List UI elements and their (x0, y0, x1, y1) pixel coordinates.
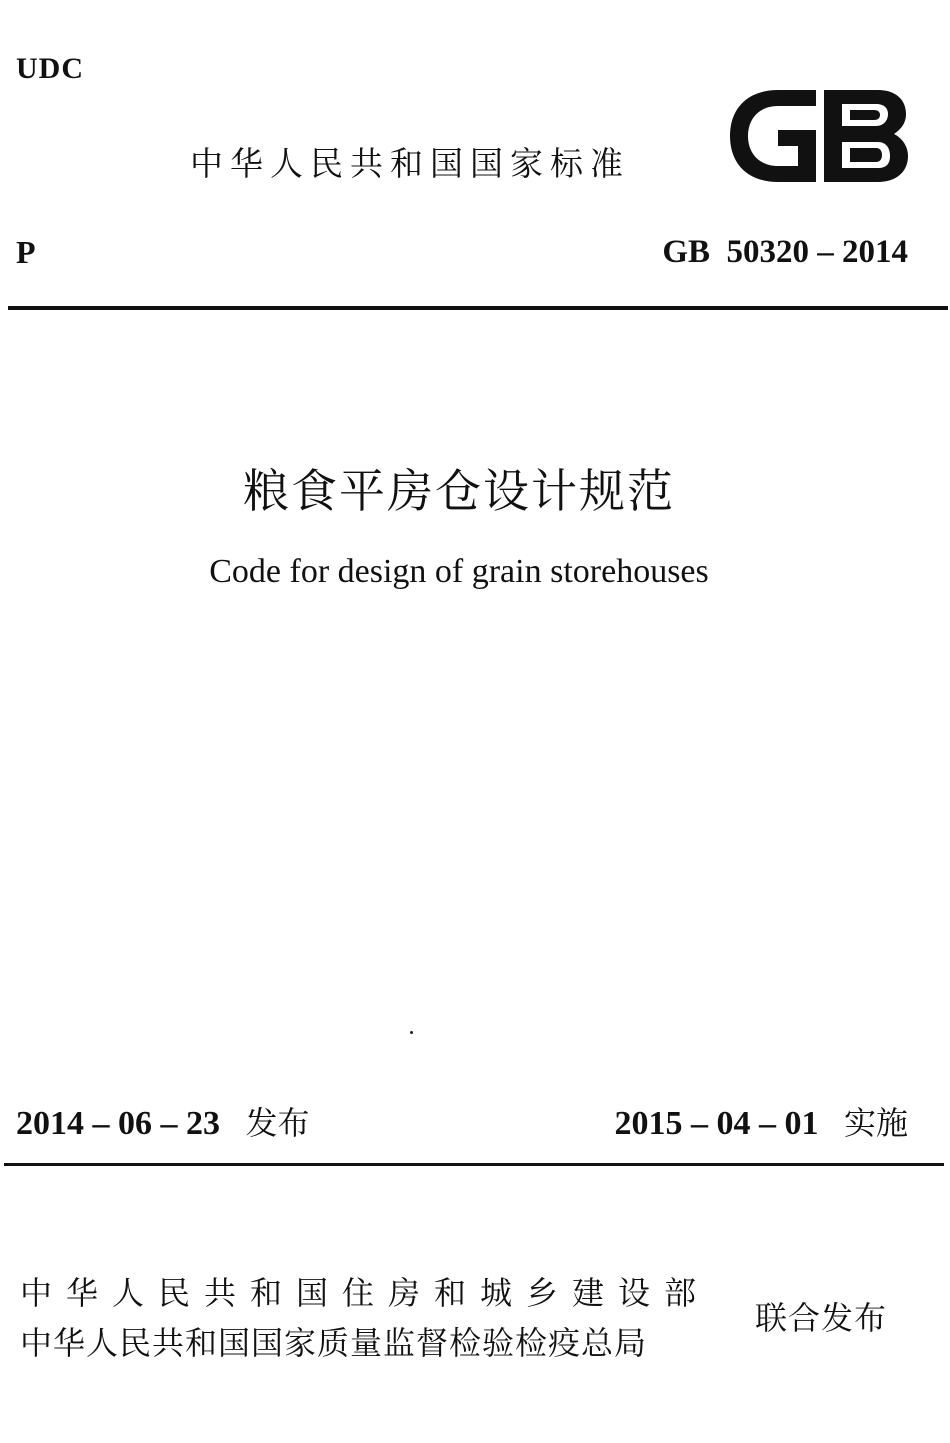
implementation-date-block (614, 1098, 908, 1144)
implementation-label: 实施 (843, 1104, 908, 1142)
title-chinese: 粮食平房仓设计规范 (243, 464, 675, 518)
bottom-divider (4, 1163, 944, 1166)
national-standard-heading: 中华人民共和国国家标准 (190, 144, 630, 183)
classification-code: P (16, 234, 36, 270)
implementation-date: 2015 – 04 – 01 (614, 1105, 819, 1142)
stray-dot (410, 1031, 413, 1034)
standard-number: GB 50320 – 2014 (662, 234, 908, 270)
issue-date-block (16, 1098, 310, 1144)
top-divider (8, 306, 948, 310)
publisher-ministry-housing: 中华人民共和国住房和城乡建设部 (20, 1274, 711, 1312)
publisher-aqsiq: 中华人民共和国国家质量监督检验检疫总局 (20, 1324, 648, 1362)
issue-label: 发布 (245, 1104, 310, 1142)
joint-publish-label: 联合发布 (755, 1299, 888, 1337)
udc-label: UDC (16, 52, 84, 85)
issue-date: 2014 – 06 – 23 (16, 1105, 220, 1142)
gb-logo (728, 88, 910, 184)
title-english: Code for design of grain storehouses (209, 553, 709, 590)
